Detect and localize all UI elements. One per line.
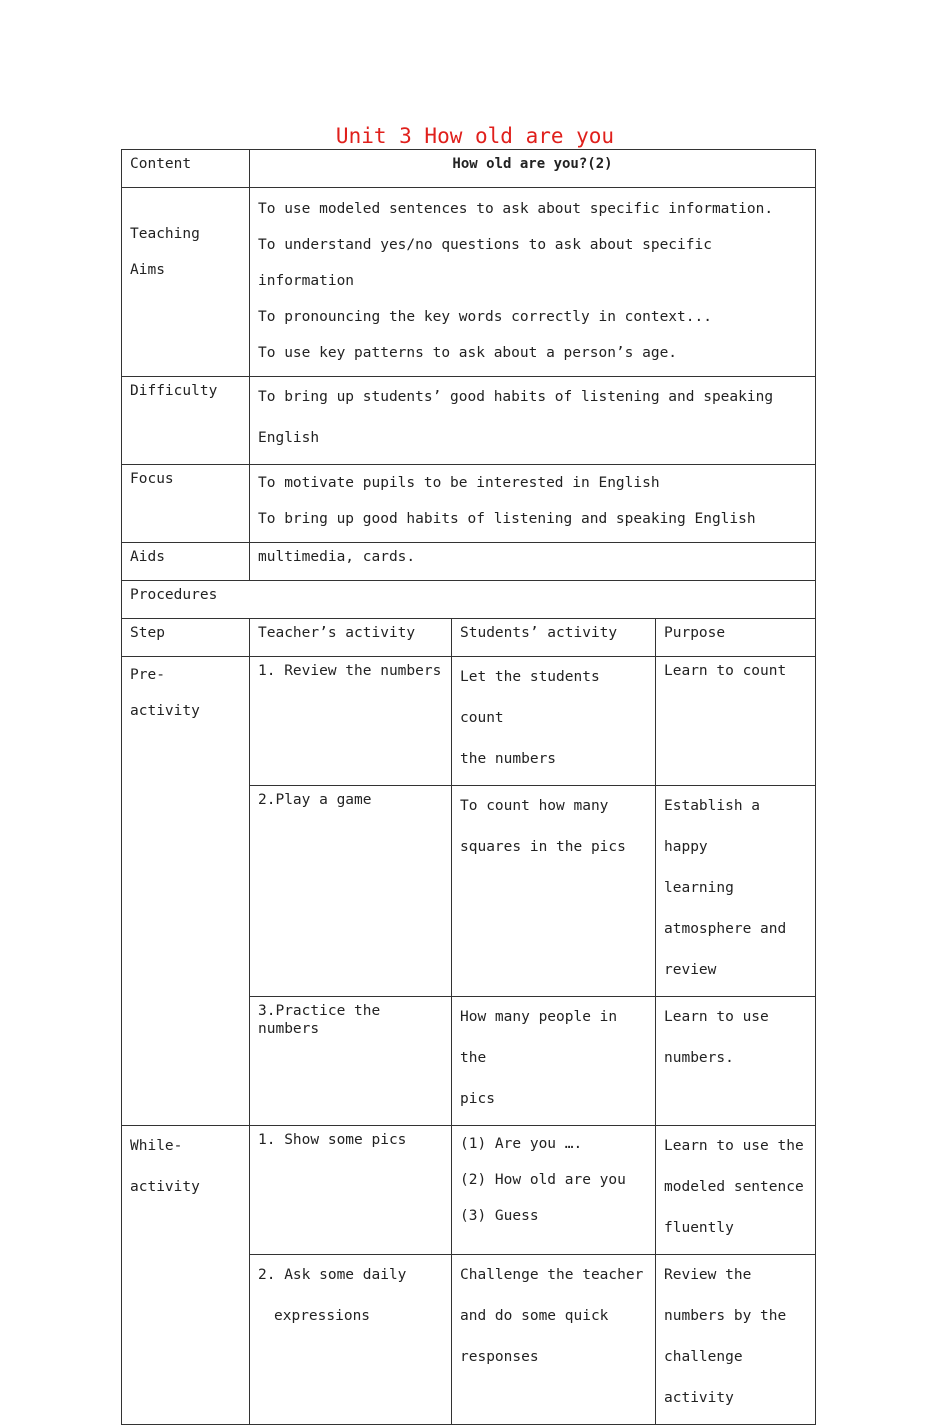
students-line: (3) Guess	[460, 1208, 539, 1224]
aim-item: To use modeled sentences to ask about specific information.	[258, 201, 774, 217]
teacher-line: expressions	[274, 1308, 371, 1324]
pre-activity-step	[122, 657, 250, 1126]
teaching-aims-label	[122, 188, 250, 377]
while-activity-step	[122, 1126, 250, 1425]
row-difficulty	[122, 377, 816, 465]
header-purpose: Purpose	[656, 619, 816, 657]
header-students: Students’ activity	[452, 619, 656, 657]
difficulty-value	[250, 377, 816, 465]
teaching-aims-label-line1: Teaching	[130, 226, 200, 242]
teacher-activity: 3.Practice the numbers	[250, 997, 452, 1126]
aids-label: Aids	[122, 543, 250, 581]
purpose	[656, 997, 816, 1126]
content-value: How old are you?(2)	[250, 150, 816, 188]
procedures-label: Procedures	[122, 581, 816, 619]
students-line: Challenge the teacher	[460, 1267, 644, 1283]
purpose-line: Establish a happy	[664, 798, 761, 855]
aim-item: To use key patterns to ask about a person’s age.	[258, 345, 678, 361]
purpose-line: modeled sentence	[664, 1179, 804, 1195]
aids-value: multimedia, cards.	[250, 543, 816, 581]
teacher-activity: 1. Review the numbers	[250, 657, 452, 786]
purpose-line: challenge	[664, 1349, 743, 1365]
students-activity	[452, 786, 656, 997]
difficulty-line1: To bring up students’ good habits of listening and speaking	[258, 389, 774, 405]
purpose-line: numbers.	[664, 1050, 734, 1066]
students-line: squares in the pics	[460, 839, 626, 855]
lesson-plan-table	[121, 149, 816, 1425]
purpose	[656, 1255, 816, 1425]
row-teaching-aims	[122, 188, 816, 377]
students-activity	[452, 997, 656, 1126]
purpose-line: review	[664, 962, 717, 978]
aim-item: To pronouncing the key words correctly in context...	[258, 309, 712, 325]
students-line: responses	[460, 1349, 539, 1365]
purpose	[656, 1126, 816, 1255]
while-step-line2: activity	[130, 1179, 200, 1195]
difficulty-line2: English	[258, 430, 320, 446]
aim-item: To understand yes/no questions to ask about specific information	[258, 237, 712, 289]
purpose-line: activity	[664, 1390, 734, 1406]
students-line: and do some quick	[460, 1308, 609, 1324]
teacher-activity: 1. Show some pics	[250, 1126, 452, 1255]
pre-step-line2: activity	[130, 703, 200, 719]
document-title: Unit 3 How old are you	[335, 124, 615, 148]
teaching-aims-list	[250, 188, 816, 377]
students-activity	[452, 657, 656, 786]
focus-item: To bring up good habits of listening and speaking English	[258, 511, 756, 527]
students-line: How many people in the	[460, 1009, 618, 1066]
purpose-line: Learn to use the	[664, 1138, 804, 1154]
students-line: pics	[460, 1091, 495, 1107]
purpose-line: learning	[664, 880, 734, 896]
row-focus	[122, 465, 816, 543]
students-line: (2) How old are you	[460, 1172, 626, 1188]
header-step: Step	[122, 619, 250, 657]
focus-label: Focus	[122, 465, 250, 543]
teaching-aims-label-line2: Aims	[130, 262, 165, 278]
students-line: the numbers	[460, 751, 557, 767]
row-procedures	[122, 581, 816, 619]
row-aids	[122, 543, 816, 581]
purpose-line: Learn to use	[664, 1009, 769, 1025]
while-step-line1: While-	[130, 1138, 183, 1154]
students-activity	[452, 1255, 656, 1425]
students-activity	[452, 1126, 656, 1255]
row-content	[122, 150, 816, 188]
difficulty-label: Difficulty	[122, 377, 250, 465]
students-line: (1) Are you ….	[460, 1136, 583, 1152]
row-headers	[122, 619, 816, 657]
students-line: Let the students count	[460, 669, 600, 726]
teacher-activity: 2.Play a game	[250, 786, 452, 997]
purpose-line: Review the	[664, 1267, 752, 1283]
table-row	[122, 657, 816, 786]
teacher-activity	[250, 1255, 452, 1425]
pre-step-line1: Pre-	[130, 667, 165, 683]
header-teacher: Teacher’s activity	[250, 619, 452, 657]
purpose-line: numbers by the	[664, 1308, 787, 1324]
teacher-line: 2. Ask some daily	[258, 1267, 407, 1283]
purpose	[656, 786, 816, 997]
focus-list	[250, 465, 816, 543]
content-label: Content	[122, 150, 250, 188]
focus-item: To motivate pupils to be interested in English	[258, 475, 660, 491]
students-line: To count how many	[460, 798, 609, 814]
table-row	[122, 1126, 816, 1255]
purpose-line: atmosphere and	[664, 921, 787, 937]
purpose-line: fluently	[664, 1220, 734, 1236]
purpose: Learn to count	[656, 657, 816, 786]
